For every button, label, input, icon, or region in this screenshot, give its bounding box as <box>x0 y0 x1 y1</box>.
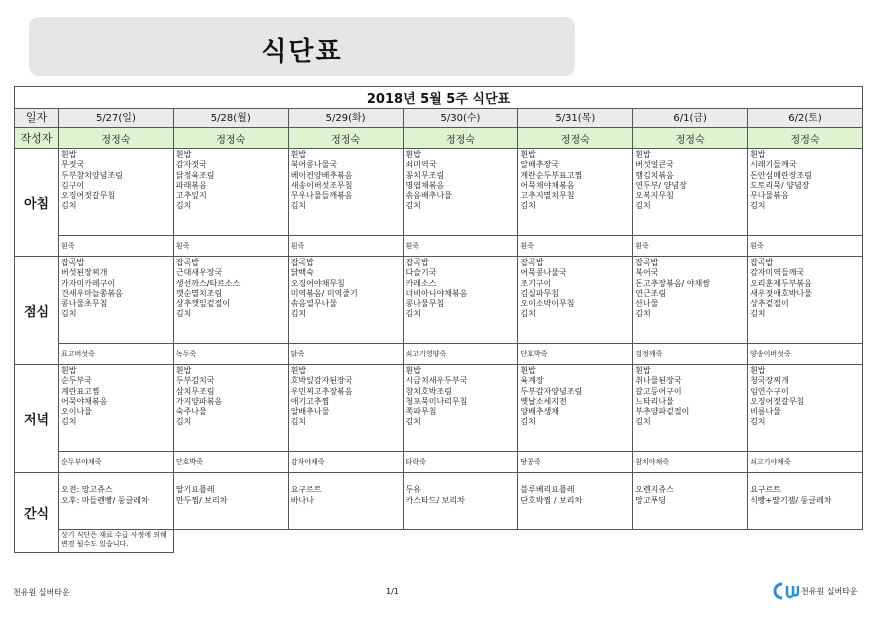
dinner-porridge-row <box>15 452 863 473</box>
date-header: 5/29(화) <box>288 109 403 128</box>
date-header: 5/28(월) <box>173 109 288 128</box>
org-logo <box>773 582 858 600</box>
menu-item: 알배추나물 <box>290 407 330 417</box>
menu-item: 닭백숙 <box>290 268 314 278</box>
date-header-label: 일자 <box>15 109 59 128</box>
menu-item: 김실파무침 <box>520 288 560 298</box>
dinner-menu-cell <box>173 365 288 452</box>
menu-item: 순두부국 <box>61 376 92 386</box>
menu-item: 쇠미역국 <box>405 160 437 170</box>
lunch-menu-cell <box>173 257 288 344</box>
menu-item: 흰밥 <box>750 150 766 159</box>
menu-item: 잡곡밥 <box>61 258 85 267</box>
author-name: 정정숙 <box>633 128 748 149</box>
menu-item: 부추양파겉절이 <box>635 407 690 417</box>
menu-item: 오징어야채무침 <box>290 278 345 288</box>
meal-label-dinner: 저녁 <box>15 365 59 473</box>
table-caption: 2018년 5월 5주 식단표 <box>15 87 863 109</box>
footer-org-name: 천유원 실버타운 <box>13 588 70 597</box>
dinner-menu-cell <box>288 365 403 452</box>
menu-item: 상추겉절이 <box>750 299 789 309</box>
menu-item: 흰밥 <box>61 150 77 159</box>
menu-item: 너비아니야채볶음 <box>405 288 468 298</box>
menu-item: 김치 <box>61 309 77 319</box>
snack-item: 오전: 망고쥬스 <box>61 485 113 494</box>
menu-item: 연근조림 <box>635 288 667 298</box>
menu-item: 흰밥 <box>290 150 307 159</box>
snack-menu-cell <box>59 473 174 530</box>
menu-item: 흰밥 <box>290 366 307 375</box>
menu-item: 생선까스/타르소스 <box>175 278 241 288</box>
breakfast-porridge: 흰죽 <box>633 236 748 257</box>
date-header: 5/30(수) <box>403 109 518 128</box>
snack-item: 식빵+딸기잼/ 둥글레차 <box>750 495 832 505</box>
menu-item: 버섯된장찌개 <box>61 268 108 278</box>
menu-item: 가지양파볶음 <box>175 396 223 406</box>
menu-item: 갈고등어구이 <box>635 386 682 396</box>
empty-cell <box>173 530 288 553</box>
menu-item: 돈고추장볶음/ 야채쌈 <box>635 278 711 288</box>
date-header: 5/27(일) <box>59 109 174 128</box>
menu-item: 김치 <box>635 309 651 319</box>
menu-item: 육계장 <box>520 376 544 386</box>
dinner-row <box>15 365 863 452</box>
menu-item: 어묵야채볶음 <box>61 396 108 406</box>
snack-item: 바나나 <box>290 495 314 505</box>
snack-item: 요구르트 <box>290 485 322 494</box>
lunch-porridge: 검정깨죽 <box>633 344 748 365</box>
breakfast-menu-cell <box>173 149 288 236</box>
dinner-porridge: 순두부야채죽 <box>59 452 174 473</box>
lunch-porridge-row <box>15 344 863 365</box>
menu-item: 오리훈제두부볶음 <box>750 278 812 288</box>
menu-item: 햄김치볶음 <box>635 170 674 180</box>
menu-item: 두부참치양념조림 <box>61 170 123 180</box>
menu-item: 김치 <box>290 309 307 319</box>
snack-item: 오후: 마들렌빵/ 둥글레차 <box>61 495 149 505</box>
lunch-porridge: 단호박죽 <box>518 344 633 365</box>
dinner-porridge: 참치야채죽 <box>633 452 748 473</box>
author-name: 정정숙 <box>59 128 174 149</box>
snack-menu-cell <box>748 473 863 530</box>
menu-item: 오이나물 <box>61 407 92 417</box>
date-header: 5/31(목) <box>518 109 633 128</box>
menu-item: 김치 <box>750 417 766 427</box>
empty-cell <box>403 530 518 553</box>
author-name: 정정숙 <box>173 128 288 149</box>
empty-cell <box>288 530 403 553</box>
menu-item: 계란순두부표고찜 <box>520 170 583 180</box>
title-banner <box>29 17 575 76</box>
dinner-menu-cell <box>633 365 748 452</box>
menu-item: 잡곡밥 <box>635 258 659 267</box>
menu-item: 애기고추찜 <box>290 396 330 406</box>
menu-item: 다슬기국 <box>405 268 437 278</box>
snack-item: 카스타드/ 보리차 <box>405 495 465 505</box>
menu-item: 김치 <box>405 309 421 319</box>
menu-item: 김치 <box>290 417 307 427</box>
menu-item: 가자미카레구이 <box>61 278 116 288</box>
author-name: 정정숙 <box>403 128 518 149</box>
menu-item: 흰밥 <box>750 366 766 375</box>
menu-item: 무젓국 <box>61 160 85 170</box>
snack-item: 블루베리요플레 <box>520 485 575 494</box>
menu-item: 김치 <box>635 201 651 211</box>
menu-item: 감자미역들깨국 <box>750 268 805 278</box>
dinner-menu-cell <box>748 365 863 452</box>
empty-cell <box>518 530 633 553</box>
snack-item: 두유 <box>405 485 421 494</box>
lunch-menu-cell <box>633 257 748 344</box>
menu-item: 흰밥 <box>520 150 536 159</box>
author-name: 정정숙 <box>748 128 863 149</box>
menu-item: 오이소박이무침 <box>520 299 575 309</box>
lunch-porridge: 표고버섯죽 <box>59 344 174 365</box>
menu-item: 계란표고찜 <box>61 386 100 396</box>
snack-menu-cell <box>288 473 403 530</box>
menu-item: 잡곡밥 <box>750 258 774 267</box>
lunch-row <box>15 257 863 344</box>
menu-item: 무나물볶음 <box>750 191 789 201</box>
menu-item: 깻순멸치조림 <box>175 288 223 298</box>
meal-label-breakfast: 아침 <box>15 149 59 257</box>
dinner-porridge: 타락죽 <box>403 452 518 473</box>
author-label: 작성자 <box>15 128 59 149</box>
menu-item: 오복지무침 <box>635 191 674 201</box>
menu-item: 고추잎지 <box>175 191 207 201</box>
author-name: 정정숙 <box>288 128 403 149</box>
meal-label-lunch: 점심 <box>15 257 59 365</box>
dinner-menu-cell <box>403 365 518 452</box>
menu-item: 솎음열무나물 <box>290 299 338 309</box>
menu-item: 참치호박조림 <box>405 386 452 396</box>
breakfast-porridge: 흰죽 <box>59 236 174 257</box>
snack-menu-cell <box>173 473 288 530</box>
breakfast-porridge: 흰죽 <box>288 236 403 257</box>
dinner-porridge: 쇠고기야채죽 <box>748 452 863 473</box>
menu-item: 콩나물무침 <box>405 299 445 309</box>
menu-item: 오징어젓갈무침 <box>750 396 805 406</box>
menu-item: 도토리묵/ 양념장 <box>750 180 810 190</box>
menu-table <box>14 86 863 553</box>
menu-item: 숙주나물 <box>175 407 207 417</box>
menu-item: 김치 <box>750 309 766 319</box>
org-logo-icon <box>773 582 799 600</box>
snack-menu-cell <box>518 473 633 530</box>
lunch-porridge: 양송이버섯죽 <box>748 344 863 365</box>
menu-item: 북어국 <box>635 268 659 278</box>
menu-item: 연두부/ 양념장 <box>635 180 687 190</box>
breakfast-menu-cell <box>288 149 403 236</box>
menu-item: 어묵채야채볶음 <box>520 180 575 190</box>
breakfast-porridge-row <box>15 236 863 257</box>
menu-item: 잡곡밥 <box>290 258 314 267</box>
page-title: 식단표 <box>261 37 343 67</box>
menu-item: 건새우마늘쫑볶음 <box>61 288 123 298</box>
menu-item: 김치 <box>175 201 192 211</box>
breakfast-porridge: 흰죽 <box>748 236 863 257</box>
page-number: 1/1 <box>386 587 399 596</box>
menu-item: 돈안심메란장조림 <box>750 170 812 180</box>
author-name: 정정숙 <box>518 128 633 149</box>
menu-item: 흰밥 <box>405 150 421 159</box>
menu-item: 감자젓국 <box>175 160 207 170</box>
menu-item: 어묵콩나물국 <box>520 268 567 278</box>
menu-item: 시금치새우두부국 <box>405 376 468 386</box>
menu-item: 김치 <box>520 309 536 319</box>
breakfast-porridge: 흰죽 <box>518 236 633 257</box>
menu-item: 알배추장국 <box>520 160 560 170</box>
menu-item: 잡곡밥 <box>520 258 544 267</box>
menu-item: 상추깻잎겉절이 <box>175 299 230 309</box>
menu-item: 느타리나물 <box>635 396 674 406</box>
breakfast-porridge: 흰죽 <box>403 236 518 257</box>
menu-item: 김치 <box>405 201 421 211</box>
breakfast-row <box>15 149 863 236</box>
breakfast-porridge: 흰죽 <box>173 236 288 257</box>
menu-item: 잡곡밥 <box>175 258 200 267</box>
snack-item: 딸기요플레 <box>175 485 215 494</box>
menu-item: 김치 <box>520 417 536 427</box>
menu-item: 잡곡밥 <box>405 258 429 267</box>
lunch-porridge: 쇠고기영양죽 <box>403 344 518 365</box>
menu-item: 임연수구이 <box>750 386 789 396</box>
menu-item: 두부김치국 <box>175 376 215 386</box>
menu-item: 우민찌고추장볶음 <box>290 386 353 396</box>
lunch-menu-cell <box>403 257 518 344</box>
menu-item: 시래기들깨국 <box>750 160 797 170</box>
menu-item: 명엽채볶음 <box>405 180 445 190</box>
breakfast-menu-cell <box>633 149 748 236</box>
menu-item: 근대새우장국 <box>175 268 223 278</box>
menu-item: 베이컨양배추볶음 <box>290 170 353 180</box>
menu-item: 김치 <box>290 201 307 211</box>
dinner-menu-cell <box>518 365 633 452</box>
menu-item: 파래볶음 <box>175 180 207 190</box>
menu-item: 흰밥 <box>175 366 192 375</box>
menu-item: 오징어젓갈무침 <box>61 191 116 201</box>
menu-change-note: 상기 식단은 재료 수급 사정에 의해 변경 될수도 있습니다. <box>59 530 174 553</box>
menu-item: 김구이 <box>61 180 85 190</box>
menu-item: 흰밥 <box>175 150 192 159</box>
menu-item: 청포묵미나리무침 <box>405 396 468 406</box>
menu-item: 솎음배추나물 <box>405 191 452 201</box>
menu-item: 두부감자양념조림 <box>520 386 583 396</box>
menu-item: 흰밥 <box>520 366 536 375</box>
menu-item: 김치 <box>61 417 77 427</box>
dinner-porridge: 땅콩죽 <box>518 452 633 473</box>
author-row <box>15 128 863 149</box>
lunch-menu-cell <box>748 257 863 344</box>
dinner-porridge: 감자야채죽 <box>288 452 403 473</box>
lunch-menu-cell <box>59 257 174 344</box>
menu-item: 새송이버섯조무침 <box>290 180 353 190</box>
menu-item: 흰밥 <box>405 366 421 375</box>
menu-item: 조기구이 <box>520 278 552 288</box>
menu-item: 흰밥 <box>635 366 651 375</box>
menu-item: 꽁치무조림 <box>405 170 445 180</box>
snack-row <box>15 473 863 530</box>
meal-label-snack: 간식 <box>15 473 59 553</box>
menu-item: 김치 <box>175 417 192 427</box>
breakfast-menu-cell <box>748 149 863 236</box>
empty-cell <box>633 530 748 553</box>
menu-item: 카레소스 <box>405 278 437 288</box>
snack-item: 요구르트 <box>750 485 781 494</box>
menu-item: 삼치무조림 <box>175 386 215 396</box>
snack-item: 만두찜/ 보리차 <box>175 495 228 505</box>
menu-item: 김치 <box>405 417 421 427</box>
menu-item: 미역볶음/ 미역줄기 <box>290 288 358 298</box>
breakfast-menu-cell <box>403 149 518 236</box>
dinner-menu-cell <box>59 365 174 452</box>
menu-item: 김치 <box>635 417 651 427</box>
lunch-porridge: 닭죽 <box>288 344 403 365</box>
snack-menu-cell <box>403 473 518 530</box>
snack-menu-cell <box>633 473 748 530</box>
snack-item: 망고푸딩 <box>635 495 667 505</box>
menu-item: 북어콩나물국 <box>290 160 338 170</box>
menu-item: 김치 <box>520 201 536 211</box>
menu-item: 양배추생채 <box>520 407 560 417</box>
date-header: 6/1(금) <box>633 109 748 128</box>
dinner-porridge: 단호박죽 <box>173 452 288 473</box>
menu-item: 옛날소세지전 <box>520 396 567 406</box>
empty-cell <box>748 530 863 553</box>
menu-item: 김치 <box>61 201 77 211</box>
menu-item: 콩나물초무침 <box>61 299 108 309</box>
date-header-row <box>15 109 863 128</box>
lunch-menu-cell <box>518 257 633 344</box>
menu-item: 쪽파무침 <box>405 407 437 417</box>
menu-item: 닭정육조림 <box>175 170 215 180</box>
menu-item: 흰밥 <box>61 366 77 375</box>
lunch-menu-cell <box>288 257 403 344</box>
snack-item: 단호박찜 / 보리차 <box>520 495 583 505</box>
snack-item: 오렌지쥬스 <box>635 485 674 494</box>
menu-item: 고추지멸치무침 <box>520 191 575 201</box>
date-header: 6/2(토) <box>748 109 863 128</box>
lunch-porridge: 녹두죽 <box>173 344 288 365</box>
menu-item: 취나물된장국 <box>635 376 682 386</box>
menu-item: 청국장찌개 <box>750 376 789 386</box>
menu-item: 새우젓애호박나물 <box>750 288 812 298</box>
menu-item: 버섯얼큰국 <box>635 160 674 170</box>
logo-text: 천유원 실버타운 <box>801 586 858 596</box>
breakfast-menu-cell <box>518 149 633 236</box>
menu-item: 비름나물 <box>750 407 781 417</box>
menu-item: 흰밥 <box>635 150 651 159</box>
menu-item: 김치 <box>175 309 192 319</box>
menu-item: 호박잎감자된장국 <box>290 376 353 386</box>
menu-item: 무우나물들깨볶음 <box>290 191 353 201</box>
menu-item: 산나물 <box>635 299 659 309</box>
menu-item: 김치 <box>750 201 766 211</box>
breakfast-menu-cell <box>59 149 174 236</box>
note-row <box>15 530 863 553</box>
